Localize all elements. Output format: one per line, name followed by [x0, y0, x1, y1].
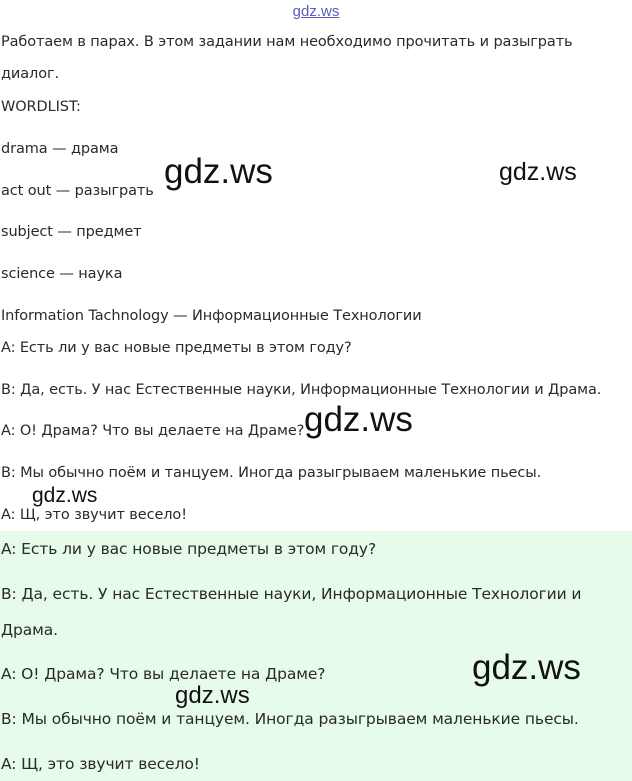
watermark-medium: gdz.ws	[499, 158, 577, 186]
dialogue-line: A: Есть ли у вас новые предметы в этом году?	[1, 340, 352, 356]
highlighted-dialogue-line: A: Щ, это звучит весело!	[1, 755, 200, 773]
header-watermark: gdz.ws	[292, 3, 340, 20]
wordlist-item: science — наука	[1, 266, 123, 282]
dialogue-line: A: Щ, это звучит весело!	[1, 507, 187, 523]
wordlist-item: act out — разыграть	[1, 183, 154, 199]
highlighted-dialogue-line: A: О! Драма? Что вы делаете на Драме?	[1, 665, 326, 683]
watermark-large: gdz.ws	[304, 400, 413, 439]
intro-line-1: Работаем в парах. В этом задании нам необходимо прочитать и разыграть	[1, 34, 573, 50]
dialogue-line: B: Мы обычно поём и танцуем. Иногда разыгрываем маленькие пьесы.	[1, 465, 542, 481]
dialogue-line: A: О! Драма? Что вы делаете на Драме?	[1, 423, 305, 439]
highlighted-dialogue-line: B: Мы обычно поём и танцуем. Иногда разыгрываем маленькие пьесы.	[1, 710, 579, 728]
watermark-large: gdz.ws	[472, 648, 581, 687]
watermark-large: gdz.ws	[164, 152, 273, 191]
watermark-small: gdz.ws	[32, 484, 98, 507]
dialogue-line: B: Да, есть. У нас Естественные науки, Информационные Технологии и Драма.	[1, 382, 602, 398]
highlighted-dialogue-line: B: Да, есть. У нас Естественные науки, Информационные Технологии и	[1, 585, 582, 603]
highlighted-dialogue-line: A: Есть ли у вас новые предметы в этом году?	[1, 540, 377, 558]
highlighted-dialogue-line-continuation: Драма.	[1, 621, 58, 639]
intro-line-2: диалог.	[1, 66, 60, 82]
wordlist-heading: WORDLIST:	[1, 99, 81, 115]
wordlist-item: Information Tachnology — Информационные Технологии	[1, 308, 422, 324]
wordlist-item: drama — драма	[1, 141, 119, 157]
wordlist-item: subject — предмет	[1, 224, 142, 240]
watermark-medium: gdz.ws	[175, 682, 250, 709]
